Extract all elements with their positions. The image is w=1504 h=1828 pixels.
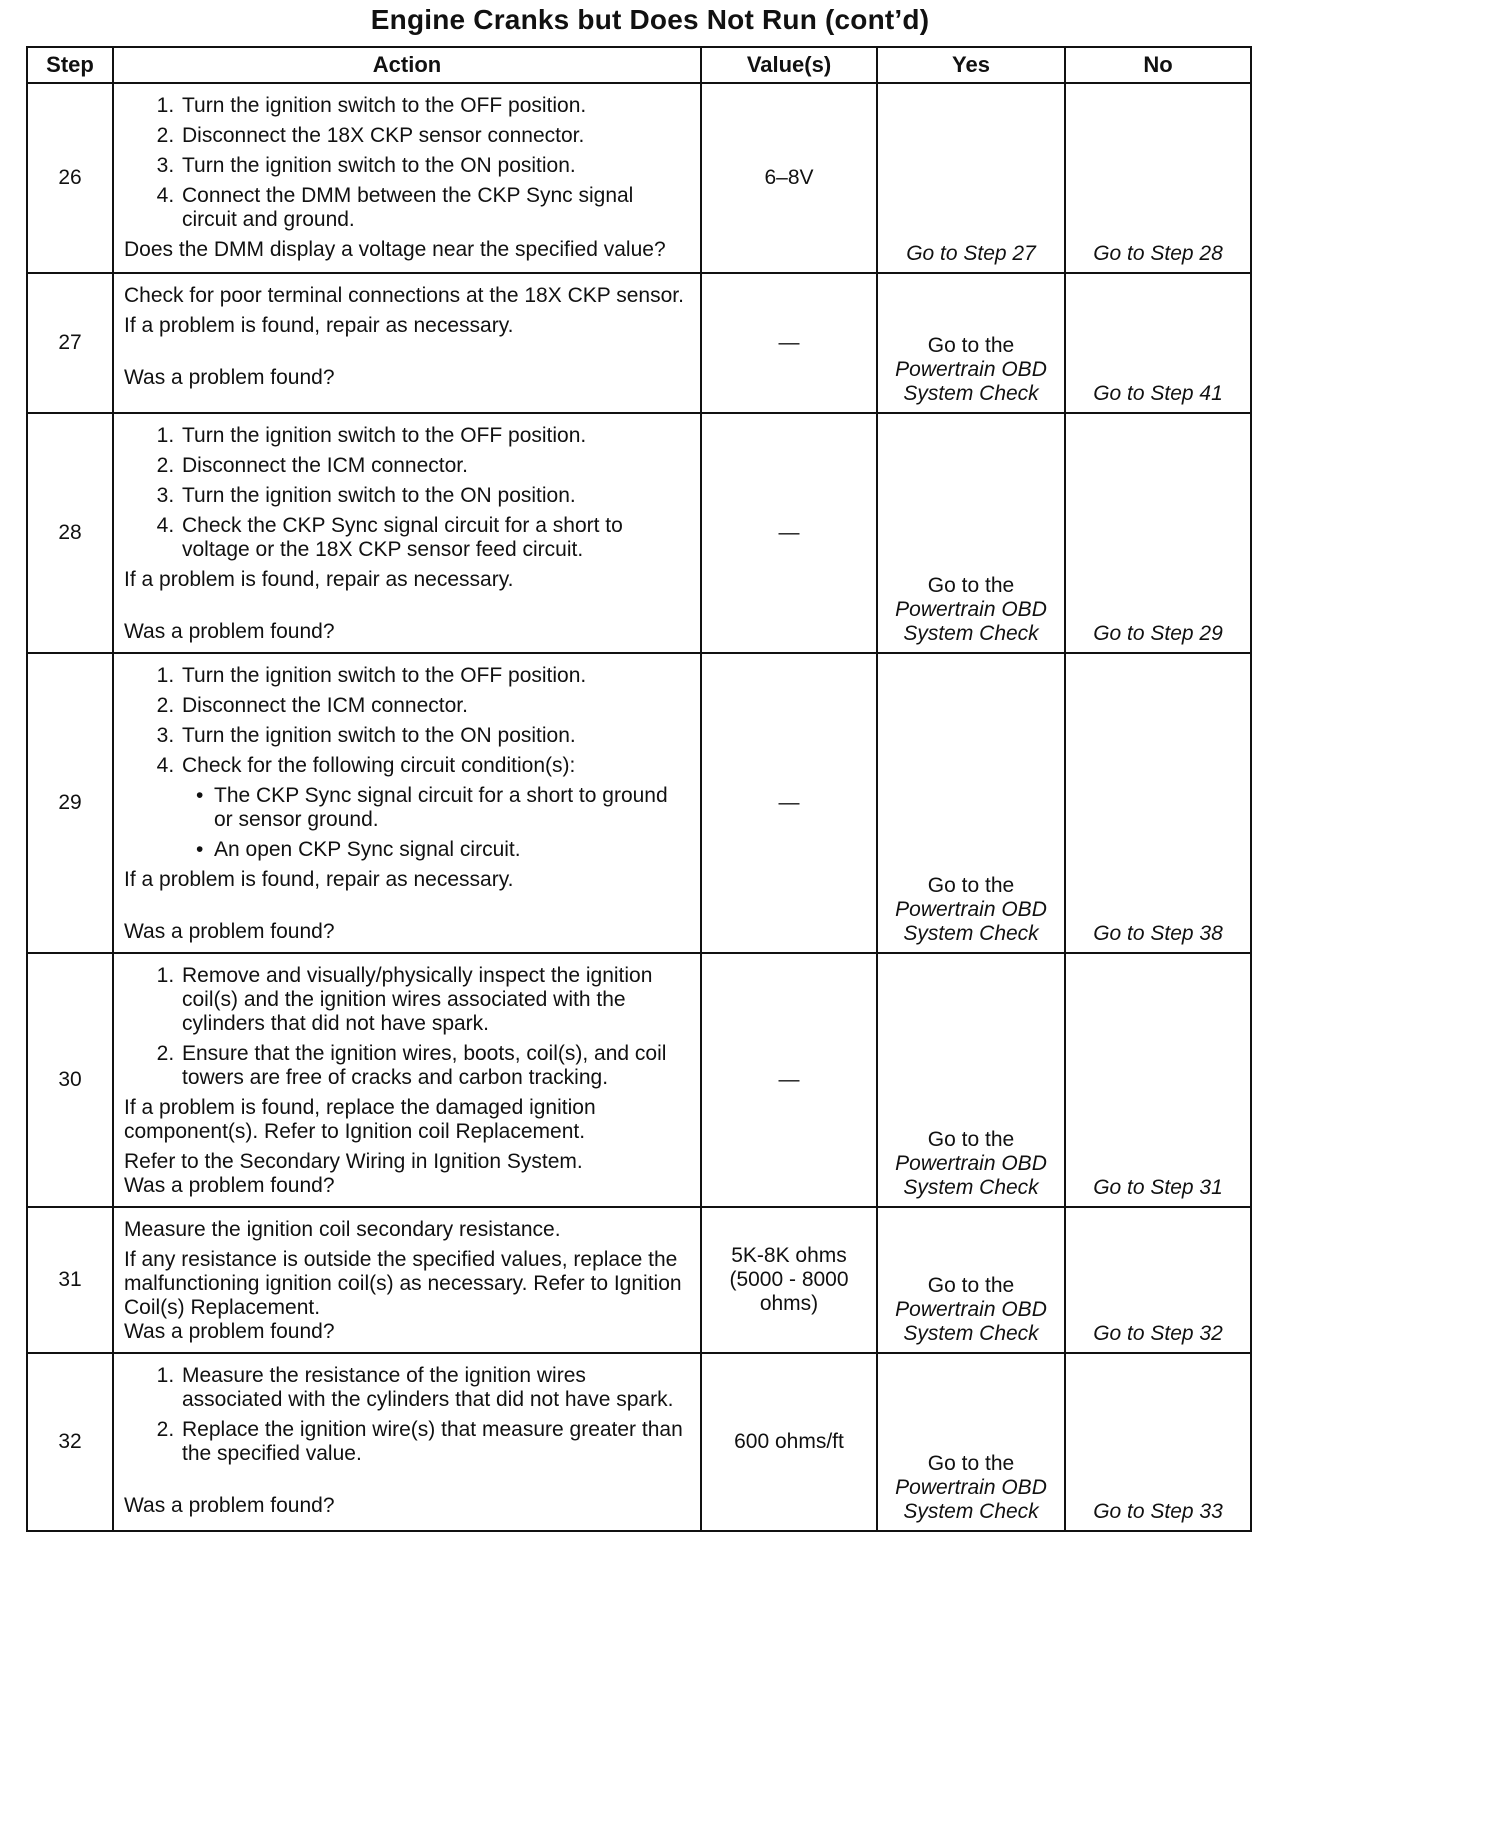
yes-cell xyxy=(877,1353,1065,1531)
step-number: 30 xyxy=(27,953,113,1207)
yes-cell xyxy=(877,273,1065,413)
yes-goto: Go to the xyxy=(927,1274,1015,1297)
yes-target: System Check xyxy=(903,1176,1039,1199)
action-steps xyxy=(124,94,692,232)
action-step: 2. Disconnect the ICM connector. xyxy=(180,694,692,718)
action-step: 2. Disconnect the ICM connector. xyxy=(180,454,692,478)
action-step xyxy=(180,754,692,862)
yes-goto: Go to the xyxy=(927,1128,1015,1151)
header-no: No xyxy=(1065,47,1251,83)
condition-list xyxy=(182,784,692,862)
yes-cell xyxy=(877,653,1065,953)
table-row xyxy=(27,273,1251,413)
yes-target: Powertrain OBD xyxy=(895,358,1047,381)
yes-target: System Check xyxy=(903,1322,1039,1345)
no-cell: Go to Step 41 xyxy=(1065,273,1251,413)
value-cell xyxy=(701,1207,877,1353)
action-step: 1. Turn the ignition switch to the OFF position. xyxy=(180,424,692,448)
table-row xyxy=(27,413,1251,653)
action-step: 1. Remove and visually/physically inspect the ignition coil(s) and the ignition wires associated with the cylinders that did not have spark. xyxy=(180,964,692,1036)
no-cell: Go to Step 33 xyxy=(1065,1353,1251,1531)
page-title: Engine Cranks but Does Not Run (cont’d) xyxy=(370,4,930,35)
action-step: 3. Turn the ignition switch to the ON position. xyxy=(180,484,692,508)
yes-target: Powertrain OBD xyxy=(895,898,1047,921)
action-steps xyxy=(124,664,692,862)
action-question: Was a problem found? xyxy=(124,920,335,943)
action-cell xyxy=(113,1353,701,1531)
yes-target: System Check xyxy=(903,1500,1039,1523)
table-row xyxy=(27,953,1251,1207)
action-note: If a problem is found, repair as necessary. xyxy=(124,868,514,891)
yes-cell xyxy=(877,1207,1065,1353)
action-step-text: Check for the following circuit condition(s): xyxy=(182,754,576,777)
action-steps xyxy=(124,964,692,1090)
action-note: If a problem is found, replace the damaged ignition component(s). Refer to Ignition coil Replacement. xyxy=(124,1096,596,1143)
yes-goto: Go to the xyxy=(927,334,1015,357)
action-cell xyxy=(113,83,701,273)
value-cell: — xyxy=(701,653,877,953)
yes-target: System Check xyxy=(903,922,1039,945)
yes-target: Powertrain OBD xyxy=(895,598,1047,621)
action-question: Was a problem found? xyxy=(124,1494,335,1517)
action-question: Was a problem found? xyxy=(124,366,335,389)
action-step: 2. Disconnect the 18X CKP sensor connector. xyxy=(180,124,692,148)
action-steps xyxy=(124,424,692,562)
value-line: ohms) xyxy=(759,1292,819,1315)
action-cell xyxy=(113,413,701,653)
yes-cell: Go to Step 27 xyxy=(877,83,1065,273)
yes-cell xyxy=(877,953,1065,1207)
step-number: 26 xyxy=(27,83,113,273)
yes-target: System Check xyxy=(903,382,1039,405)
no-cell: Go to Step 31 xyxy=(1065,953,1251,1207)
value-line: (5000 - 8000 xyxy=(729,1268,849,1291)
value-cell: 600 ohms/ft xyxy=(701,1353,877,1531)
condition-item: • The CKP Sync signal circuit for a short to ground or sensor ground. xyxy=(212,784,692,832)
no-cell: Go to Step 28 xyxy=(1065,83,1251,273)
action-step: 1. Measure the resistance of the ignition wires associated with the cylinders that did not have spark. xyxy=(180,1364,692,1412)
yes-target: Powertrain OBD xyxy=(895,1298,1047,1321)
action-steps xyxy=(124,1364,692,1466)
header-action: Action xyxy=(113,47,701,83)
table-row xyxy=(27,1207,1251,1353)
value-cell: — xyxy=(701,413,877,653)
action-note: If a problem is found, repair as necessary. xyxy=(124,568,514,591)
step-number: 32 xyxy=(27,1353,113,1531)
action-text: Measure the ignition coil secondary resistance. xyxy=(124,1218,561,1241)
step-number: 31 xyxy=(27,1207,113,1353)
action-question: Was a problem found? xyxy=(124,620,335,643)
action-note: Refer to the Secondary Wiring in Ignition System. xyxy=(124,1150,583,1173)
no-cell: Go to Step 38 xyxy=(1065,653,1251,953)
action-step: 4. Connect the DMM between the CKP Sync signal circuit and ground. xyxy=(180,184,692,232)
action-cell xyxy=(113,273,701,413)
header-yes: Yes xyxy=(877,47,1065,83)
step-number: 29 xyxy=(27,653,113,953)
action-cell xyxy=(113,953,701,1207)
action-text: Check for poor terminal connections at the 18X CKP sensor. xyxy=(124,284,684,307)
action-step: 1. Turn the ignition switch to the OFF position. xyxy=(180,664,692,688)
value-cell: — xyxy=(701,273,877,413)
header-row xyxy=(27,47,1251,83)
action-note: If any resistance is outside the specified values, replace the malfunctioning ignition coil(s) as necessary. Refer to Ignition Coil(s) Replacement. xyxy=(124,1248,682,1319)
action-question: Was a problem found? xyxy=(124,1174,335,1197)
diagnostic-table xyxy=(26,46,1252,1532)
action-step: 2. Replace the ignition wire(s) that measure greater than the specified value. xyxy=(180,1418,692,1466)
yes-goto: Go to the xyxy=(927,874,1015,897)
action-step: 1. Turn the ignition switch to the OFF position. xyxy=(180,94,692,118)
no-cell: Go to Step 32 xyxy=(1065,1207,1251,1353)
action-step: 3. Turn the ignition switch to the ON position. xyxy=(180,154,692,178)
yes-target: Powertrain OBD xyxy=(895,1152,1047,1175)
table-row xyxy=(27,83,1251,273)
value-cell: 6–8V xyxy=(701,83,877,273)
header-step: Step xyxy=(27,47,113,83)
action-question: Does the DMM display a voltage near the specified value? xyxy=(124,238,666,261)
action-step: 4. Check the CKP Sync signal circuit for a short to voltage or the 18X CKP sensor feed circuit. xyxy=(180,514,692,562)
yes-goto: Go to the xyxy=(927,574,1015,597)
table-row xyxy=(27,1353,1251,1531)
no-cell: Go to Step 29 xyxy=(1065,413,1251,653)
yes-goto: Go to the xyxy=(927,1452,1015,1475)
step-number: 27 xyxy=(27,273,113,413)
yes-target: System Check xyxy=(903,622,1039,645)
table-row xyxy=(27,653,1251,953)
header-values: Value(s) xyxy=(701,47,877,83)
condition-item: • An open CKP Sync signal circuit. xyxy=(212,838,692,862)
step-number: 28 xyxy=(27,413,113,653)
action-step: 3. Turn the ignition switch to the ON position. xyxy=(180,724,692,748)
value-cell: — xyxy=(701,953,877,1207)
yes-target: Powertrain OBD xyxy=(895,1476,1047,1499)
yes-cell xyxy=(877,413,1065,653)
action-cell xyxy=(113,653,701,953)
action-note: If a problem is found, repair as necessary. xyxy=(124,314,514,337)
action-cell xyxy=(113,1207,701,1353)
action-step: 2. Ensure that the ignition wires, boots, coil(s), and coil towers are free of cracks and carbon tracking. xyxy=(180,1042,692,1090)
value-line: 5K-8K ohms xyxy=(731,1244,847,1267)
action-question: Was a problem found? xyxy=(124,1320,335,1343)
